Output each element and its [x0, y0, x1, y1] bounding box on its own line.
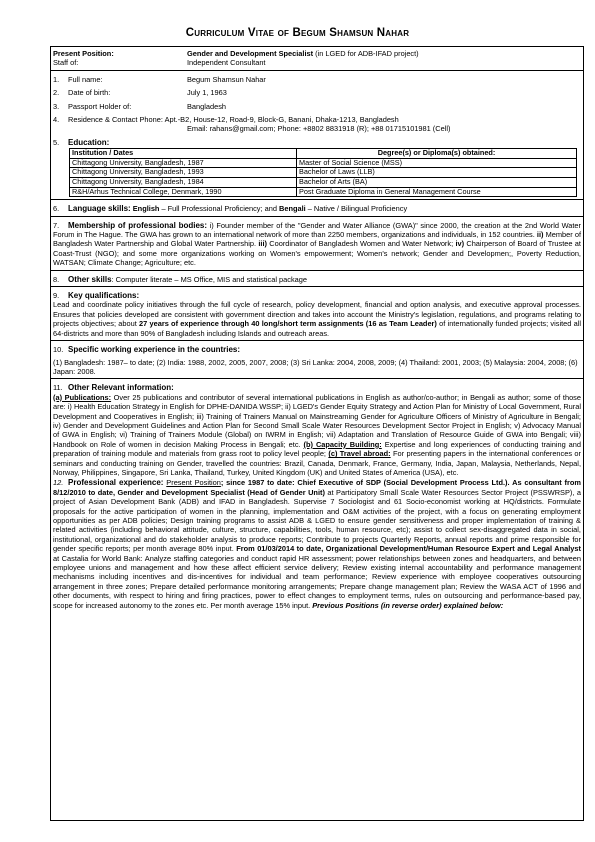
- residence-row: [53, 115, 581, 134]
- present-position-link-label: Present Position: [166, 478, 221, 488]
- experience-highlight: 27 years of experience through 40 long/short term assignments (16 as Team Leader): [139, 319, 437, 329]
- second-role-details: at Castalia for World Bank: Analyze staffing categories and conduct rapid HR assessment; power relationships between zones and headquarters, and between employee unions and management and how these affect efficient service delivery; Review existing internal accountability and performance management mechanisms including incentives and dis-incentives for individual and team performance; Review experience with employee cooperatives outsourcing arrangement in three zones; Prepare detailed performance monitoring arrangements; Prepare change management plan; Review the WASA ACT of 1996 and other documents, with respect to hiring and firing practices, power to effect changes to employment terms, rules on outsourcing and performance-based pay, scope for increased autonomy to the zones etc. Per month average 15% input.: [53, 553, 581, 610]
- divider: [50, 216, 584, 217]
- contact-details: Email: rahans@gmail.com; Phone: +8802 8831918 (R); +88 01715101981 (Cell): [187, 124, 451, 134]
- language-english: English: [132, 204, 160, 214]
- publications-text: Over 25 publications and contributor of several international publications in English as author/co-author; in Bengali as author; some of those are: i) Health Education Strategy in English for DPHE-DANIDA WSSP; ii) LGED's Gender Equity Strategy and Action Plan for Ministry of Local Government, Rural Development and Cooperatives in English; iii) Training of Trainers Manual on Mainstreaming Gender for Agriculture Officers of Ministry of Agriculture in Bengali; iv) Gender and Development Guidelines and Action Plan for Second Small Scale Water Resources Development Sector Project in English; v) Advocacy Manual of GWA in English; vi) Training of Trainers Module (Global) on IWRM in English; vii) Adaptation and Translation of Resource Guide of GWA into Bengali; viii) Handbook on Role of women in decision Making Process in Bengali; etc.: [53, 392, 582, 449]
- divider: [50, 270, 584, 271]
- passport-value: Bangladesh: [187, 101, 227, 111]
- present-position-row: [53, 49, 581, 58]
- staff-of-row: [53, 58, 581, 67]
- table-row: [70, 178, 577, 188]
- publications-label: (a) Publications:: [53, 392, 112, 402]
- item-number: 10.: [53, 345, 64, 355]
- other-info-heading: Other Relevant information:: [68, 383, 174, 393]
- capacity-building-label: (b) Capacity Building:: [303, 439, 382, 449]
- divider: [50, 70, 584, 71]
- full-name-label: Full name:: [68, 74, 103, 84]
- item-number: 2.: [53, 88, 60, 98]
- dob-label: Date of birth:: [68, 88, 111, 98]
- key-qualifications-section: [53, 291, 581, 338]
- membership-marker: iv): [455, 239, 465, 249]
- column-header: Degree(s) or Diploma(s) obtained:: [297, 149, 577, 159]
- cv-content: [53, 49, 581, 610]
- item-number: 7.: [53, 220, 60, 230]
- divider: [50, 378, 584, 379]
- language-heading: Language skills:: [68, 204, 131, 214]
- item-number: 6.: [53, 204, 60, 214]
- second-role-summary: From 01/03/2014 to date, Organizational Development/Human Resource Expert and Legal Analyst: [236, 544, 581, 554]
- language-section: [53, 204, 581, 213]
- current-role-summary: ; since 1987 to date: Chief Executive of SDP (Social Development Process Ltd.). As consultant from 8/12/2010 to date, Gender and Development Specialist (Head of Gender Unit): [53, 478, 581, 497]
- current-role-details: at Participatory Small Scale Water Resources Sector Project (PSSWRSP), a project of Asian Development Bank (ADB) and IFAD in Bangladesh. Supervise 7 Sociologist and 61 Socio-economist working at HQ/districts. Formulate proposals for the active participation of women in the planning, implementation and O&M activities of the project, with a focus on generating employment opportunities as per ADB policies; Design training programs to assist ADB & LGED to ensure gender sensitiveness and proper implementation of training & related activities (including behavioral attitude, culture, structure, capabilities, tools, human resource, etc); assist to collect sex-disaggregated data in social, institutional, organizational and do stakeholder analysis to produce reports; Contribute to projects Quarterly Reports, annual reports and prime responsible for gender specific reports; per month average 80% input.: [53, 487, 581, 554]
- present-position-detail: (in LGED for ADB-IFAD project): [313, 49, 419, 58]
- language-english-level: – Full Professional Proficiency; and: [159, 204, 279, 214]
- table-cell: R&H/Arhus Technical College, Denmark, 1990: [70, 187, 297, 197]
- full-name-row: [53, 75, 581, 84]
- item-number: 3.: [53, 101, 60, 111]
- language-bengali-level: – Native / Bilingual Proficiency: [305, 204, 408, 214]
- dob-row: [53, 88, 581, 97]
- table-cell: Chittagong University, Bangladesh, 1984: [70, 178, 297, 188]
- table-cell: Chittagong University, Bangladesh, 1987: [70, 158, 297, 168]
- staff-of-value: Independent Consultant: [187, 58, 266, 68]
- previous-positions-heading: Previous Positions (in reverse order) explained below:: [312, 600, 504, 610]
- membership-heading: Membership of professional bodies:: [68, 220, 208, 230]
- membership-marker: ii): [536, 230, 544, 240]
- countries-section: [53, 345, 581, 376]
- table-cell: Post Graduate Diploma in General Management Course: [297, 187, 577, 197]
- present-position-title: Gender and Development Specialist: [187, 49, 314, 58]
- dob-value: July 1, 1963: [187, 88, 227, 98]
- column-header: Institution / Dates: [70, 149, 297, 159]
- table-cell: Bachelor of Laws (LLB): [297, 168, 577, 178]
- professional-experience-heading: Professional experience:: [68, 478, 164, 488]
- page-title: Curriculum Vitae of Begum Shamsun Nahar: [185, 27, 410, 39]
- education-table: [69, 148, 577, 197]
- item-number: 9.: [53, 291, 60, 301]
- membership-text: i) Founder member of the "Gender and Water Alliance (GWA)" since 2000, the creation at the 2nd World Water Forum in The Hague. The GWA has grown to an international network of more than 2250 members, organizations and individuals, in 152 countries.: [53, 220, 582, 240]
- table-header-row: [70, 149, 577, 159]
- other-info-section: [53, 383, 581, 477]
- table-row: [70, 187, 577, 197]
- education-heading: Education:: [68, 137, 110, 147]
- capacity-building-text: Expertise and long experiences of conducting training and preparation of training module and materials from grass root to policy level people;: [53, 439, 581, 459]
- item-number: 11.: [53, 383, 63, 393]
- item-number: 4.: [53, 115, 60, 125]
- membership-text: Chairperson of Board of Trustee at Coast-Trust (NGO); and some more organizations working on Women's empowerment; Women's network; Gender and Developmen;, Poverty Reduction, WATSAN; Climate Change; Agriculture; etc.: [53, 239, 581, 268]
- language-bengali: Bengali: [279, 204, 306, 214]
- table-cell: Chittagong University, Bangladesh, 1993: [70, 168, 297, 178]
- other-skills-section: [53, 275, 581, 284]
- education-section: [53, 138, 581, 197]
- membership-section: [53, 221, 581, 268]
- other-skills-heading: Other skills: [68, 274, 112, 284]
- item-number: 1.: [53, 74, 60, 84]
- professional-experience-section: [53, 478, 581, 610]
- divider: [50, 286, 584, 287]
- staff-of-label: Staff of:: [53, 58, 79, 68]
- present-position-label: Present Position:: [53, 49, 114, 58]
- table-cell: Bachelor of Arts (BA): [297, 178, 577, 188]
- item-number: 8.: [53, 274, 60, 284]
- key-qualifications-text: of internationally funded projects; visited all 64-districts and more than 90% of Bangladesh including Islands and outreach areas.: [53, 319, 582, 338]
- key-qualifications-text: Lead and coordinate policy initiatives through the full cycle of research, policy development, financial and option analysis, and executive approval processes. Ensures that policies developed are consistent with government direction and takes into account the Ministry's legislation, regulations, and programs relating to projects objectives; about: [53, 300, 581, 329]
- residence-label: Residence & Contact Phone:: [68, 115, 163, 125]
- divider: [50, 199, 584, 200]
- travel-abroad-text: For presenting papers in the international conferences or seminars and conducting training on Gender, travelled the countries: Brazil, Canada, Denmark, France, Germany, India, Japan, Malaysia, Netherlands, Nepal, Norway, Philippines, Singapore, Sri Lanka, Thailand, Turkey, United Kingdom (UK) and United States of America (USA), etc.: [53, 449, 581, 477]
- divider: [50, 340, 584, 341]
- table-cell: Master of Social Science (MSS): [297, 158, 577, 168]
- membership-text: Coordinator of Bangladesh Women and Water Network;: [266, 239, 456, 249]
- key-qualifications-heading: Key qualifications:: [68, 291, 140, 301]
- residence-address: Apt.-B2, House-12, Road-9, Block-G, Banani, Dhaka-1213, Bangladesh: [164, 115, 399, 125]
- full-name-value: Begum Shamsun Nahar: [187, 74, 266, 84]
- other-skills-text: : Computer literate – MS Office, MIS and statistical package: [111, 274, 307, 284]
- item-number: 12.: [53, 478, 64, 488]
- passport-label: Passport Holder of:: [68, 101, 132, 111]
- membership-marker: iii): [258, 239, 267, 249]
- membership-text: Member of Bangladesh Water Partnership and Global Water Partnership.: [53, 230, 581, 249]
- countries-heading: Specific working experience in the countries:: [68, 345, 241, 355]
- passport-row: [53, 102, 581, 111]
- countries-text: (1) Bangladesh: 1987– to date; (2) India: 1988, 2002, 2005, 2007, 2008; (3) Sri Lanka: 2004, 2008, 2009; (4) Thailand: 2001, 2003; (5) Malaysia: 2004, 2008; (6) Japan: 2008.: [53, 357, 578, 376]
- item-number: 5.: [53, 137, 60, 147]
- travel-abroad-label: (c) Travel abroad:: [328, 449, 391, 459]
